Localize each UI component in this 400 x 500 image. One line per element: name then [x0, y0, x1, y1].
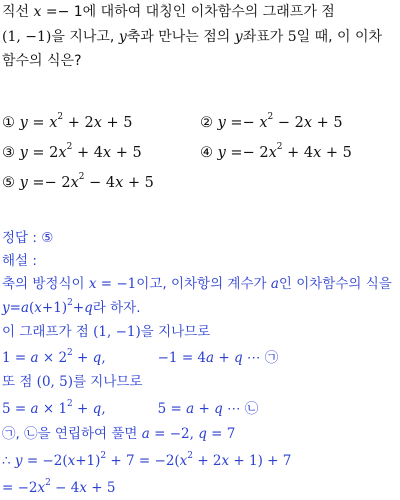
- answer-line: 정답 : ⑤: [2, 230, 54, 246]
- solution-line-7: ㉠, ㉡을 연립하여 풀면 a = −2, q = 7: [2, 426, 236, 442]
- solution-line-5: 또 점 (0, 5)를 지나므로: [2, 374, 143, 390]
- solution-line-3: 이 그래프가 점 (1, −1)을 지나므로: [2, 324, 211, 340]
- choice-3: ③ $y = 2x^2 + 4x + 5$: [2, 142, 142, 161]
- explanation-heading: 해설 :: [2, 253, 37, 269]
- choice-4: ④ $y =- 2x^2 + 4x + 5$: [200, 142, 352, 161]
- solution-line-2: $y=a(x+1)^2+q$라 하자.: [2, 297, 141, 316]
- question-line-3: 함수의 식은?: [2, 53, 82, 69]
- solution-line-8: ∴ $y = -2(x+1)^2 + 7 = -2(x^2 + 2x + 1) + 7$: [2, 450, 292, 469]
- question-line-2: (1, −1)을 지나고, y축과 만나는 점의 y좌표가 5일 때, 이 이차: [2, 29, 383, 45]
- choice-1: ① $y = x^2 + 2x + 5$: [2, 112, 133, 131]
- solution-line-9: = $-2x^2 - 4x + 5$: [2, 477, 116, 496]
- choice-2: ② $y =- x^2 - 2x + 5$: [200, 112, 343, 131]
- solution-line-4: $1 = a \times 2^2 + q$, −1 = 4a + q ⋯ ㉠: [2, 347, 279, 366]
- choice-5: ⑤ $y =- 2x^2 - 4x + 5$: [2, 172, 154, 191]
- solution-line-6: $5 = a \times 1^2 + q$, 5 = a + q ⋯ ㉡: [2, 398, 259, 417]
- solution-line-1: 축의 방정식이 x = −1이고, 이차항의 계수가 a인 이차함수의 식을: [2, 276, 392, 292]
- question-line-1: 직선 x =− 1에 대하여 대칭인 이차함수의 그래프가 점: [2, 4, 335, 20]
